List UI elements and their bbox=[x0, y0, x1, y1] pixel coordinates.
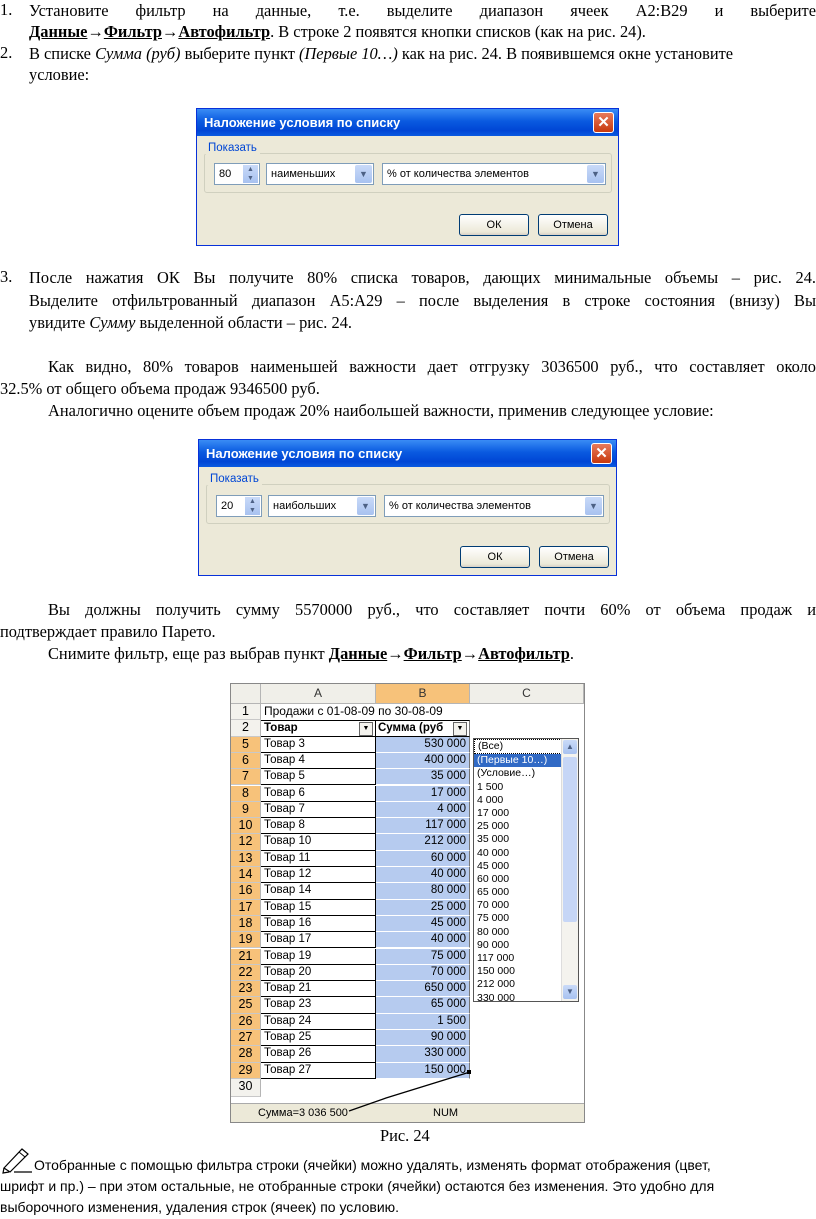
item-3-line-1: После нажатия ОК Вы получите 80% списка товаров, дающих минимальные объемы – рис. 24. bbox=[29, 268, 816, 287]
sum-cell[interactable]: 75 000 bbox=[376, 949, 470, 965]
close-icon[interactable]: ✕ bbox=[593, 112, 614, 133]
dropdown-option[interactable]: (Условие…) bbox=[477, 767, 536, 780]
pencil-note-icon bbox=[0, 1144, 34, 1174]
callout-line bbox=[231, 684, 585, 1123]
sum-cell[interactable]: 150 000 bbox=[376, 1063, 470, 1079]
dialog-1-titlebar bbox=[197, 109, 618, 136]
spin-arrows-icon[interactable]: ▲ ▼ bbox=[243, 165, 258, 183]
sum-cell[interactable]: 530 000 bbox=[376, 737, 470, 753]
sum-cell[interactable]: 117 000 bbox=[376, 818, 470, 834]
dropdown-option[interactable]: 75 000 bbox=[477, 912, 510, 925]
para-2: Аналогично оцените объем продаж 20% наибольшей важности, применив следующее условие: bbox=[48, 401, 714, 420]
row-header[interactable]: 23 bbox=[231, 981, 261, 997]
sum-cell[interactable]: 40 000 bbox=[376, 867, 470, 883]
dropdown-option[interactable]: 65 000 bbox=[477, 886, 510, 899]
row-header[interactable]: 1 bbox=[231, 704, 261, 720]
item-2-number: 2. bbox=[0, 43, 13, 62]
item-3-number: 3. bbox=[0, 267, 13, 286]
product-cell[interactable]: Товар 10 bbox=[261, 834, 376, 850]
item-2-line-1: В списке Сумма (руб) выберите пункт (Первые 10…) как на рис. 24. В появившемся окне установите bbox=[29, 44, 734, 63]
row-header[interactable]: 21 bbox=[231, 949, 261, 965]
dropdown-option[interactable]: 117 000 bbox=[477, 952, 515, 964]
status-sum: Сумма=3 036 500 bbox=[258, 1107, 348, 1119]
dialog-2-group-label: Показать bbox=[207, 473, 262, 485]
header-cell-product[interactable]: Товар ▼ bbox=[261, 720, 376, 736]
product-cell[interactable]: Товар 21 bbox=[261, 981, 376, 997]
row-header[interactable]: 18 bbox=[231, 916, 261, 932]
spin-arrows-icon[interactable]: ▲ ▼ bbox=[245, 497, 260, 515]
sum-cell[interactable]: 650 000 bbox=[376, 981, 470, 997]
chevron-down-icon[interactable]: ▼ bbox=[357, 497, 374, 515]
column-header-c[interactable]: C bbox=[470, 684, 584, 704]
dropdown-option[interactable]: 4 000 bbox=[477, 793, 504, 806]
cancel-button[interactable]: Отмена bbox=[538, 214, 608, 236]
sum-cell[interactable]: 4 000 bbox=[376, 802, 470, 818]
column-header-b[interactable]: B bbox=[376, 684, 470, 704]
dialog-1-title: Наложение условия по списку bbox=[204, 115, 401, 130]
row-header[interactable]: 8 bbox=[231, 786, 261, 802]
dropdown-option[interactable]: 70 000 bbox=[477, 899, 510, 912]
dialog-1-group-label: Показать bbox=[205, 142, 260, 154]
filter-dialog-1 bbox=[196, 108, 619, 246]
row-header[interactable]: 9 bbox=[231, 802, 261, 818]
para-1-line-1: Как видно, 80% товаров наименьшей важности дает отгрузку 3036500 руб., что составляет около bbox=[48, 357, 816, 376]
chevron-down-icon[interactable]: ▼ bbox=[585, 497, 602, 515]
unit-select[interactable]: % от количества элементов ▼ bbox=[384, 495, 604, 517]
mode-select[interactable]: наибольших ▼ bbox=[268, 495, 376, 517]
row-header[interactable]: 10 bbox=[231, 818, 261, 834]
row-header[interactable]: 17 bbox=[231, 900, 261, 916]
row-header[interactable]: 19 bbox=[231, 932, 261, 948]
row-header[interactable]: 28 bbox=[231, 1046, 261, 1062]
item-1-line-2: Данные→Фильтр→Автофильтр. В строке 2 появятся кнопки списков (как на рис. 24). bbox=[29, 22, 646, 41]
dropdown-option[interactable]: (Первые 10…) bbox=[474, 754, 578, 767]
ok-button[interactable]: ОК bbox=[460, 546, 530, 568]
dropdown-option[interactable]: 25 000 bbox=[477, 820, 510, 833]
item-2-line-2: условие: bbox=[29, 65, 90, 84]
sum-cell[interactable]: 80 000 bbox=[376, 883, 470, 899]
dropdown-option[interactable]: 80 000 bbox=[477, 925, 510, 938]
row-header[interactable]: 12 bbox=[231, 834, 261, 850]
row-header[interactable]: 22 bbox=[231, 965, 261, 981]
dropdown-option[interactable]: 90 000 bbox=[477, 938, 510, 951]
para-1-line-2: 32.5% от общего объема продаж 9346500 руб. bbox=[0, 379, 320, 398]
dropdown-option[interactable]: 17 000 bbox=[477, 806, 510, 819]
figure-caption: Рис. 24 bbox=[380, 1126, 430, 1145]
dropdown-option[interactable]: 40 000 bbox=[477, 846, 510, 859]
sum-cell[interactable]: 60 000 bbox=[376, 851, 470, 867]
dropdown-option[interactable]: 212 000 bbox=[477, 978, 515, 991]
dropdown-option[interactable]: 60 000 bbox=[477, 872, 510, 885]
row-header[interactable]: 16 bbox=[231, 883, 261, 899]
sum-cell[interactable]: 45 000 bbox=[376, 916, 470, 932]
product-cell[interactable]: Товар 5 bbox=[261, 769, 376, 785]
dropdown-option[interactable]: 150 000 bbox=[477, 965, 515, 978]
filter-dialog-2 bbox=[198, 439, 617, 576]
dropdown-option[interactable]: 330 000 bbox=[477, 991, 515, 1002]
product-cell[interactable]: Товар 12 bbox=[261, 867, 376, 883]
product-cell[interactable]: Товар 3 bbox=[261, 737, 376, 753]
para-4: Снимите фильтр, еще раз выбрав пункт Данные→Фильтр→Автофильтр. bbox=[48, 644, 574, 663]
note-line-3: выборочного изменения, удаления строк (ячеек) по условию. bbox=[0, 1199, 400, 1215]
product-cell[interactable]: Товар 7 bbox=[261, 802, 376, 818]
dropdown-option[interactable]: 45 000 bbox=[477, 859, 510, 872]
product-cell[interactable]: Товар 15 bbox=[261, 900, 376, 916]
item-3-line-3: увидите Сумму выделенной области – рис. 24. bbox=[29, 313, 352, 332]
spreadsheet bbox=[230, 683, 585, 1123]
chevron-down-icon[interactable]: ▼ bbox=[587, 165, 604, 183]
dropdown-option[interactable]: 1 500 bbox=[477, 780, 504, 793]
product-cell[interactable]: Товар 11 bbox=[261, 851, 376, 867]
row-header[interactable]: 6 bbox=[231, 753, 261, 769]
cancel-button[interactable]: Отмена bbox=[539, 546, 609, 568]
column-header-a[interactable]: A bbox=[261, 684, 376, 704]
item-1-number: 1. bbox=[0, 0, 13, 19]
header-cell-sum[interactable]: Сумма (руб ▼ bbox=[376, 720, 470, 736]
item-3-line-2: Выделите отфильтрованный диапазон А5:А29 – после выделения в строке состояния (внизу) Вы bbox=[29, 291, 816, 310]
count-spinner[interactable]: 80 ▲ ▼ bbox=[214, 163, 260, 185]
sum-cell[interactable]: 25 000 bbox=[376, 900, 470, 916]
row-header[interactable]: 26 bbox=[231, 1014, 261, 1030]
dialog-2-title: Наложение условия по списку bbox=[206, 446, 403, 461]
product-cell[interactable]: Товар 26 bbox=[261, 1046, 376, 1062]
sum-cell[interactable]: 400 000 bbox=[376, 753, 470, 769]
row-header[interactable]: 7 bbox=[231, 769, 261, 785]
row-header[interactable]: 14 bbox=[231, 867, 261, 883]
row-header[interactable]: 25 bbox=[231, 997, 261, 1013]
dropdown-option[interactable]: 35 000 bbox=[477, 833, 510, 846]
unit-select[interactable]: % от количества элементов ▼ bbox=[382, 163, 606, 185]
product-cell[interactable]: Товар 24 bbox=[261, 1014, 376, 1030]
product-cell[interactable]: Товар 16 bbox=[261, 916, 376, 932]
dialog-2-titlebar bbox=[199, 440, 616, 467]
status-num: NUM bbox=[433, 1107, 459, 1119]
sum-cell[interactable]: 212 000 bbox=[376, 834, 470, 850]
row-header[interactable]: 27 bbox=[231, 1030, 261, 1046]
filter-dropdown-icon[interactable]: ▼ bbox=[359, 722, 373, 736]
row-header[interactable]: 2 bbox=[231, 720, 261, 736]
product-cell[interactable]: Товар 25 bbox=[261, 1030, 376, 1046]
note-line-2: шрифт и пр.) – при этом остальные, не отобранные строки (ячейки) остаются без изменения. Это удобно для bbox=[0, 1178, 715, 1194]
product-cell[interactable]: Товар 23 bbox=[261, 997, 376, 1013]
product-cell[interactable]: Товар 27 bbox=[261, 1063, 376, 1079]
item-1-line-1: Установите фильтр на данные, т.е. выделите диапазон ячеек А2:В29 и выберите bbox=[29, 1, 816, 20]
chevron-up-icon[interactable]: ▲ bbox=[563, 740, 577, 754]
close-icon[interactable]: ✕ bbox=[591, 443, 612, 464]
sum-cell[interactable]: 40 000 bbox=[376, 932, 470, 948]
sum-cell[interactable]: 65 000 bbox=[376, 997, 470, 1013]
sum-cell[interactable]: 330 000 bbox=[376, 1046, 470, 1062]
para-3-line-1: Вы должны получить сумму 5570000 руб., что составляет почти 60% от объема продаж и bbox=[48, 600, 816, 619]
product-cell[interactable]: Товар 20 bbox=[261, 965, 376, 981]
row-header[interactable]: 5 bbox=[231, 737, 261, 753]
sum-cell[interactable]: 35 000 bbox=[376, 769, 470, 785]
note-line-1: Отобранные с помощью фильтра строки (ячейки) можно удалять, изменять формат отображения (цвет, bbox=[34, 1157, 711, 1173]
product-cell[interactable]: Товар 14 bbox=[261, 883, 376, 899]
chevron-down-icon[interactable]: ▼ bbox=[563, 985, 577, 999]
sum-cell[interactable]: 90 000 bbox=[376, 1030, 470, 1046]
filter-dropdown-icon[interactable]: ▼ bbox=[453, 722, 467, 736]
product-cell[interactable]: Товар 19 bbox=[261, 949, 376, 965]
product-cell[interactable]: Товар 6 bbox=[261, 786, 376, 802]
ok-button[interactable]: ОК bbox=[459, 214, 529, 236]
count-spinner[interactable]: 20 ▲ ▼ bbox=[216, 495, 262, 517]
sum-cell[interactable]: 70 000 bbox=[376, 965, 470, 981]
product-cell[interactable]: Товар 4 bbox=[261, 753, 376, 769]
row-header[interactable]: 30 bbox=[231, 1079, 261, 1097]
chevron-down-icon[interactable]: ▼ bbox=[355, 165, 372, 183]
para-3-line-2: подтверждает правило Парето. bbox=[0, 622, 216, 641]
sum-cell[interactable]: 17 000 bbox=[376, 786, 470, 802]
product-cell[interactable]: Товар 17 bbox=[261, 932, 376, 948]
sum-cell[interactable]: 1 500 bbox=[376, 1014, 470, 1030]
dropdown-option[interactable]: (Все) bbox=[474, 739, 578, 754]
row-header[interactable]: 13 bbox=[231, 851, 261, 867]
product-cell[interactable]: Товар 8 bbox=[261, 818, 376, 834]
title-cell[interactable]: Продажи с 01-08-09 по 30-08-09 bbox=[264, 704, 443, 718]
mode-select[interactable]: наименьших ▼ bbox=[266, 163, 374, 185]
row-header[interactable]: 29 bbox=[231, 1063, 261, 1079]
